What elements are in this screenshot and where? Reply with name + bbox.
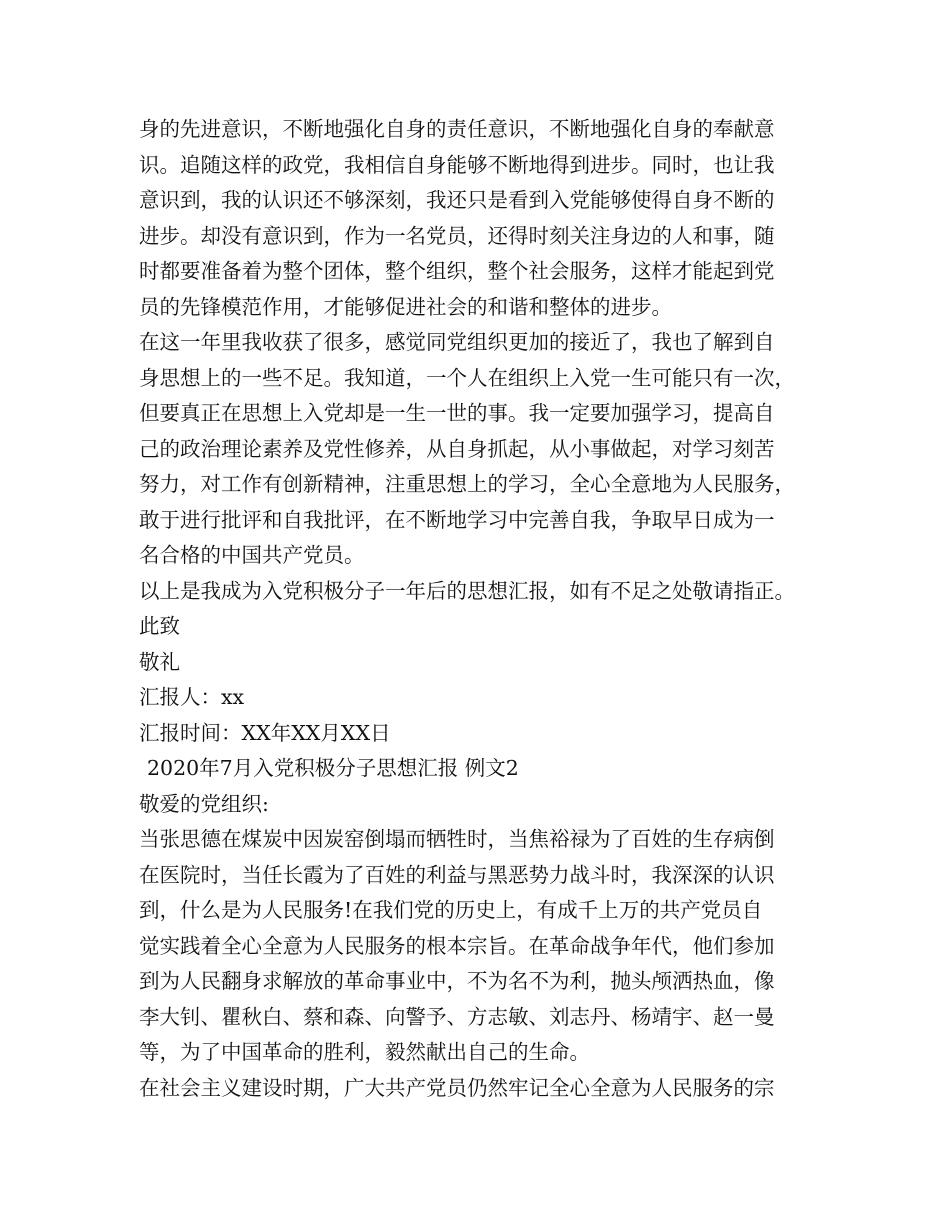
text-line: 在医院时，当任长霞为了百姓的利益与黑恶势力战斗时，我深深的认识 [139, 862, 775, 887]
text-line: 身思想上的一些不足。我知道，一个人在组织上入党一生可能只有一次， [139, 365, 795, 390]
text-line: 在这一年里我收获了很多，感觉同党组织更加的接近了，我也了解到自 [139, 330, 775, 354]
text-line: 身的先进意识，不断地强化自身的责任意识，不断地强化自身的奉献意 [139, 117, 775, 141]
text-line: 时都要准备着为整个团体，整个组织，整个社会服务，这样才能起到党 [139, 259, 775, 283]
text-line: 努力，对工作有创新精神，注重思想上的学习，全心全意地为人民服务， [139, 472, 795, 496]
report-date: 汇报时间：XX年XX月XX日 [139, 720, 391, 745]
text-line: 敢于进行批评和自我批评，在不断地学习中完善自我，争取早日成为一 [139, 507, 775, 532]
section-title: 2020年7月入党积极分子思想汇报 例文2 [147, 756, 519, 780]
text-line: 员的先锋模范作用，才能够促进社会的和谐和整体的进步。 [139, 294, 672, 319]
text-line: 李大钊、瞿秋白、蔡和森、向警予、方志敏、刘志丹、杨靖宇、赵一曼 [139, 1004, 775, 1029]
text-line: 名合格的中国共产党员。 [139, 543, 365, 567]
text-line: 到，什么是为人民服务!在我们党的历史上，有成千上万的共产党员自 [139, 898, 763, 922]
text-line: 意识到，我的认识还不够深刻，我还只是看到入党能够使得自身不断的 [139, 188, 775, 212]
text-line: 到为人民翻身求解放的革命事业中，不为名不为利，抛头颅洒热血，像 [139, 969, 775, 993]
closing-regards: 敬礼 [139, 649, 180, 674]
text-line: 以上是我成为入党积极分子一年后的思想汇报，如有不足之处敬请指正。 [139, 578, 795, 603]
text-line: 在社会主义建设时期，广大共产党员仍然牢记全心全意为人民服务的宗 [139, 1075, 775, 1100]
text-line: 当张思德在煤炭中因炭窑倒塌而牺牲时，当焦裕禄为了百姓的生存病倒 [139, 827, 775, 851]
text-line: 己的政治理论素养及党性修养，从自身抓起，从小事做起，对学习刻苦 [139, 436, 775, 461]
text-line: 觉实践着全心全意为人民服务的根本宗旨。在革命战争年代，他们参加 [139, 933, 775, 958]
reporter-name: 汇报人：xx [139, 685, 245, 709]
text-line: 识。追随这样的政党，我相信自身能够不断地得到进步。同时，也让我 [139, 152, 775, 177]
closing-salutation: 此致 [139, 614, 180, 638]
greeting: 敬爱的党组织: [139, 791, 269, 816]
document-body [139, 112, 839, 1106]
text-line: 但要真正在思想上入党却是一生一世的事。我一定要加强学习，提高自 [139, 401, 775, 425]
text-line: 进步。却没有意识到，作为一名党员，还得时刻关注身边的人和事，随 [139, 223, 775, 248]
text-line: 等，为了中国革命的胜利，毅然献出自己的生命。 [139, 1040, 590, 1064]
